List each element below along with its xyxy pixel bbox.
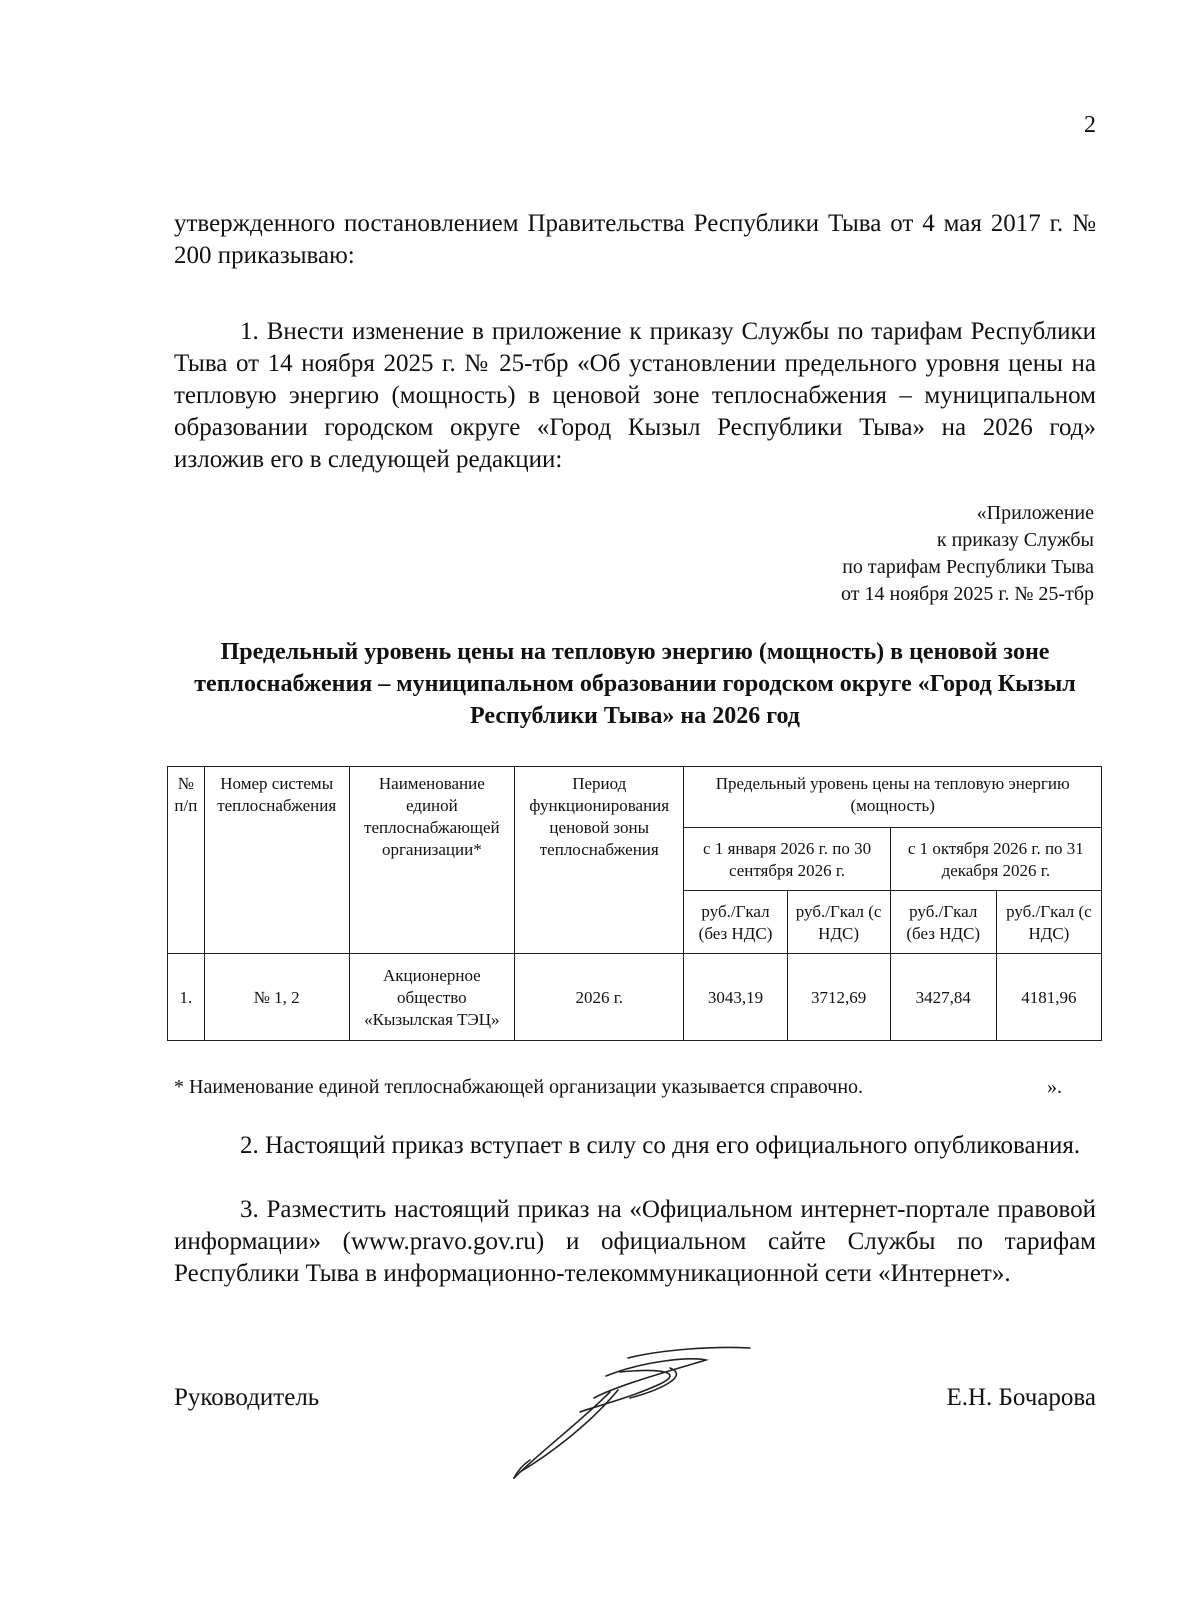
signatory-name: Е.Н. Бочарова — [946, 1384, 1096, 1411]
cell-system: № 1, 2 — [204, 954, 349, 1041]
appendix-line-4: от 14 ноября 2025 г. № 25-тбр — [841, 583, 1094, 605]
table-row — [168, 954, 1102, 1041]
cell-p2-vat: 4181,96 — [996, 954, 1101, 1041]
paragraph-2: 2. Настоящий приказ вступает в силу со дня его официального опубликования. — [240, 1132, 1081, 1159]
appendix-line-3: по тарифам Республики Тыва — [842, 556, 1094, 578]
cell-org: Акционерное общество «Кызылская ТЭЦ» — [349, 954, 514, 1041]
header-system: Номер системы теплоснабжения — [204, 767, 349, 954]
header-unit-p1-vat: руб./Гкал (с НДС) — [787, 891, 890, 954]
table-header-row-1 — [168, 767, 1102, 828]
appendix-line-1: «Приложение — [976, 502, 1094, 524]
cell-p1-no-vat: 3043,19 — [684, 954, 787, 1041]
cell-num: 1. — [168, 954, 205, 1041]
cell-p2-no-vat: 3427,84 — [890, 954, 996, 1041]
intro-text: утвержденного постановлением Правительства Республики Тыва от 4 мая 2017 г. № 200 приказываю: — [174, 210, 1096, 269]
table-title: Предельный уровень цены на тепловую энергию (мощность) в ценовой зоне теплоснабжения – муниципальном образовании городском округе «Город Кызыл Республики Тыва» на 2026 год — [194, 639, 1076, 729]
cell-p1-vat: 3712,69 — [787, 954, 890, 1041]
header-price-level: Предельный уровень цены на тепловую энергию (мощность) — [684, 767, 1102, 828]
signatory-position: Руководитель — [174, 1384, 320, 1411]
tariff-table — [167, 766, 1102, 1041]
paragraph-3: 3. Разместить настоящий приказ на «Официальном интернет-портале правовой информации» (www.pravo.gov.ru) и официальном сайте Службы по тарифам Республики Тыва в информационно-телекоммуникационной сети «Интернет». — [174, 1196, 1096, 1287]
header-unit-p1-no-vat: руб./Гкал (без НДС) — [684, 891, 787, 954]
header-period-2: с 1 октября 2026 г. по 31 декабря 2026 г. — [890, 828, 1101, 891]
header-num: № п/п — [168, 767, 205, 954]
footnote — [174, 1074, 1096, 1100]
cell-period: 2026 г. — [515, 954, 684, 1041]
paragraph-1: 1. Внести изменение в приложение к приказу Службы по тарифам Республики Тыва от 14 ноября 2025 г. № 25-тбр «Об установлении предельного уровня цены на тепловую энергию (мощность) в ценовой зоне теплоснабжения – муниципальном образовании городском округе «Город Кызыл Республики Тыва» на 2026 год» изложив его в следующей редакции: — [174, 318, 1096, 473]
page-number: 2 — [1084, 112, 1096, 138]
signature-graphic — [510, 1332, 770, 1482]
header-unit-p2-no-vat: руб./Гкал (без НДС) — [890, 891, 996, 954]
header-org: Наименование единой теплоснабжающей организации* — [349, 767, 514, 954]
appendix-note — [841, 500, 1094, 608]
footnote-text: * Наименование единой теплоснабжающей организации указывается справочно. — [174, 1076, 864, 1098]
header-period: Период функционирования ценовой зоны теплоснабжения — [515, 767, 684, 954]
footnote-close-quote: ». — [1047, 1076, 1062, 1098]
header-period-1: с 1 января 2026 г. по 30 сентября 2026 г. — [684, 828, 890, 891]
header-unit-p2-vat: руб./Гкал (с НДС) — [996, 891, 1101, 954]
appendix-line-2: к приказу Службы — [936, 529, 1094, 551]
